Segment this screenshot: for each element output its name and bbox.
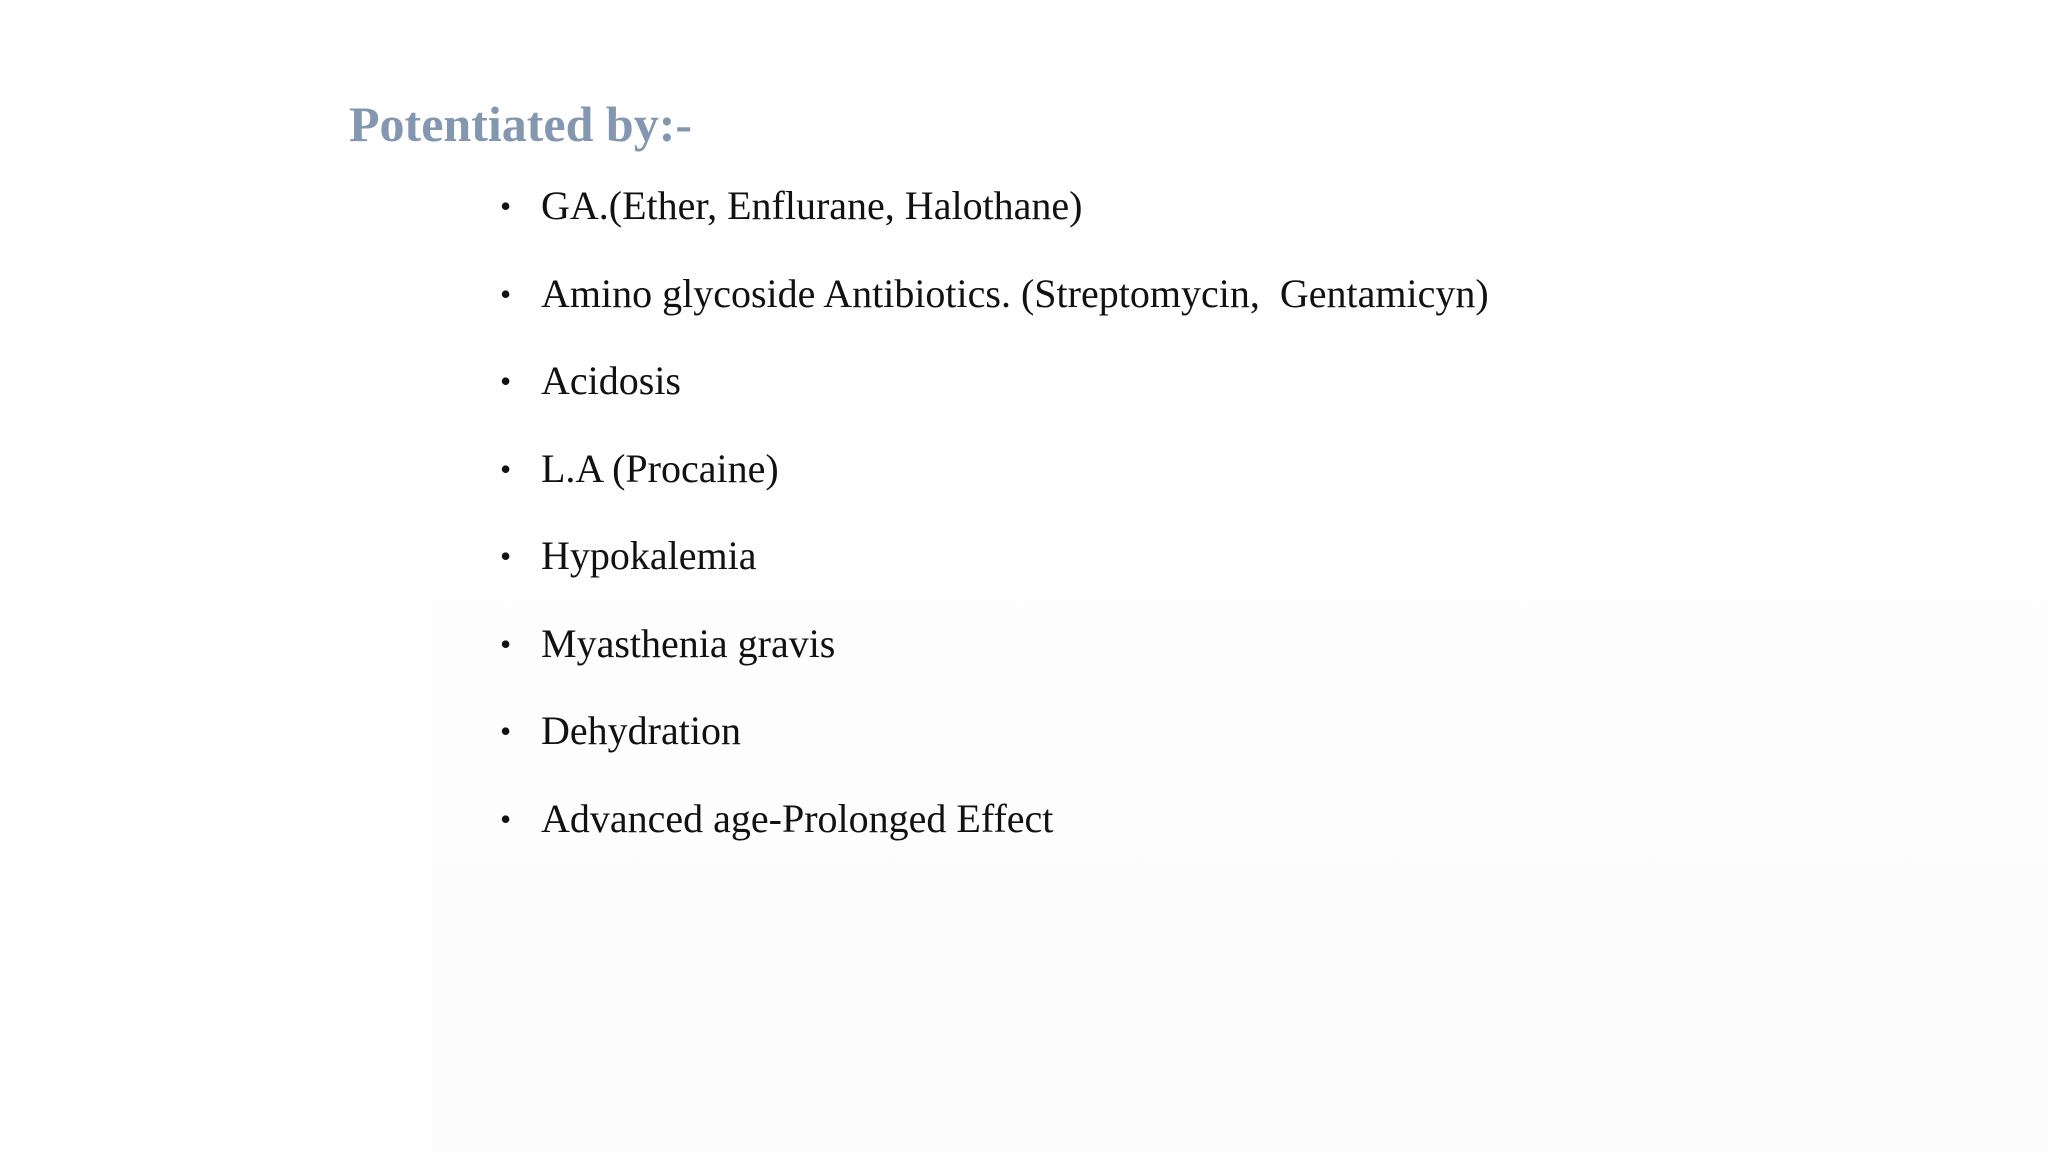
list-item bbox=[500, 351, 681, 439]
list-item bbox=[500, 614, 836, 702]
bullet-list bbox=[500, 176, 1489, 876]
list-item bbox=[500, 526, 757, 614]
bullet-icon: • bbox=[500, 450, 512, 487]
list-item bbox=[500, 176, 1083, 264]
list-item bbox=[500, 789, 1054, 877]
list-item-text: Dehydration bbox=[541, 708, 741, 753]
list-item bbox=[500, 264, 1489, 352]
bullet-icon: • bbox=[500, 275, 512, 312]
list-item-text: GA.(Ether, Enflurane, Halothane) bbox=[541, 183, 1083, 228]
list-item-text: Acidosis bbox=[541, 358, 681, 403]
bullet-icon: • bbox=[500, 538, 512, 574]
bullet-icon: • bbox=[500, 188, 512, 224]
list-item-text: L.A (Procaine) bbox=[541, 445, 779, 491]
list-item-text: Amino glycoside Antibiotics. (Streptomycin, Gentamicyn) bbox=[541, 270, 1489, 316]
list-item bbox=[500, 439, 779, 527]
list-item-text: Hypokalemia bbox=[541, 533, 757, 578]
bullet-icon: • bbox=[500, 800, 512, 837]
bullet-icon: • bbox=[500, 363, 512, 399]
slide-title: Potentiated by:- bbox=[349, 96, 692, 152]
bullet-icon: • bbox=[500, 625, 512, 662]
list-item-text: Advanced age-Prolonged Effect bbox=[541, 795, 1054, 841]
list-item bbox=[500, 701, 741, 789]
bullet-icon: • bbox=[500, 713, 512, 749]
list-item-text: Myasthenia gravis bbox=[541, 620, 836, 666]
